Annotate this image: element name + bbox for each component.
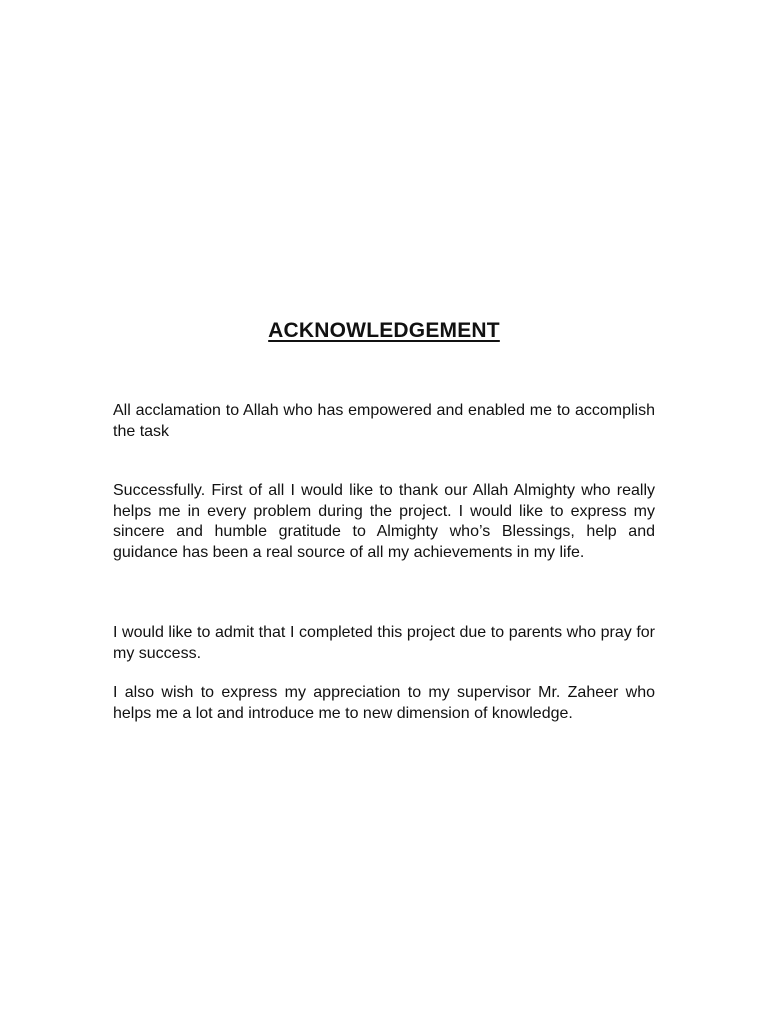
paragraph-parents: I would like to admit that I completed this project due to parents who pray for my success. — [113, 624, 655, 662]
paragraph-supervisor: I also wish to express my appreciation to my supervisor Mr. Zaheer who helps me a lot and introduce me to new dimension of knowledge. — [113, 684, 655, 722]
paragraph-gratitude: Successfully. First of all I would like to thank our Allah Almighty who really helps me in every problem during the project. I would like to express my sincere and humble gratitude to Almighty who’s Blessings, help and guidance has been a real source of all my achievements in my life. — [113, 482, 655, 561]
paragraph-opening: All acclamation to Allah who has empowered and enabled me to accomplish the task — [113, 402, 655, 440]
page-title: ACKNOWLEDGEMENT — [268, 319, 500, 342]
